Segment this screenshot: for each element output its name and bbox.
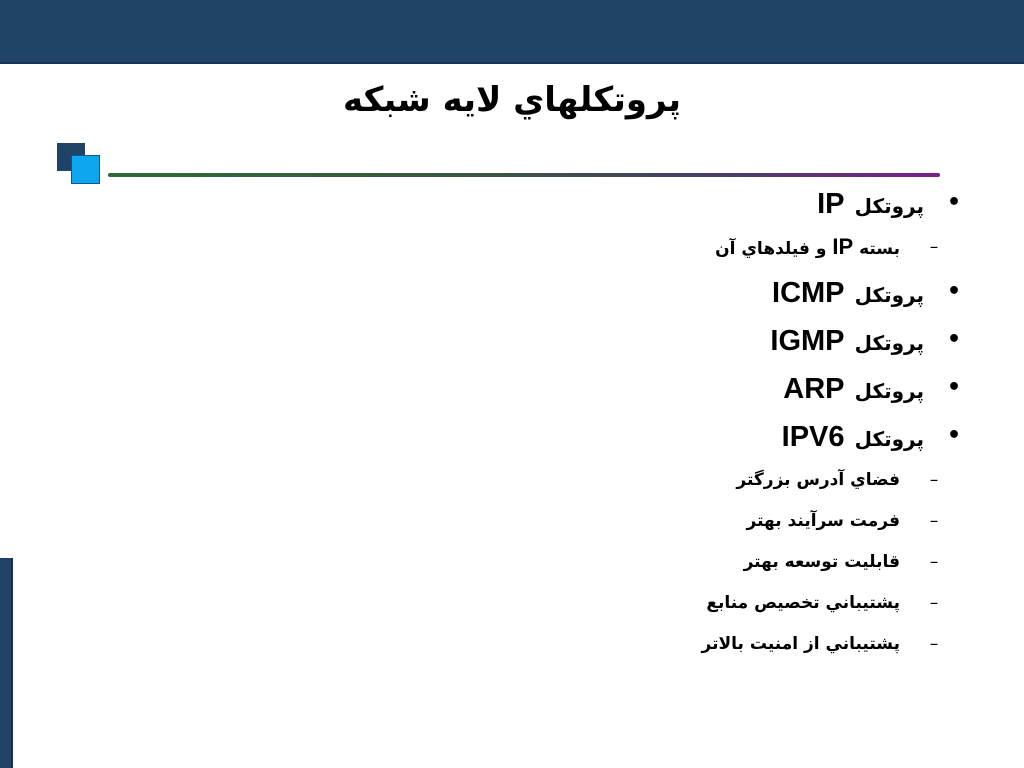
sub-item-header-format: [264, 504, 964, 545]
sub-item-text: قابليت توسعه بهتر: [743, 552, 900, 572]
item-label: پروتکل: [854, 283, 924, 307]
item-label: پروتکل: [854, 331, 924, 355]
bullet-icon: •: [946, 279, 962, 304]
dash-icon: –: [929, 237, 939, 257]
sub-item-text: فضاي آدرس بزرگتر: [736, 470, 900, 490]
sub-item-address-space: [264, 463, 964, 504]
title-divider-line: [108, 173, 940, 177]
decorative-square-light: [71, 155, 100, 184]
protocol-name: ICMP: [772, 277, 845, 309]
sub-item-security: [264, 627, 964, 668]
bullet-list: [264, 182, 964, 668]
list-item-ip: [264, 182, 964, 230]
protocol-name: IGMP: [770, 325, 845, 357]
protocol-name: IPV6: [781, 421, 845, 453]
dash-icon: –: [929, 511, 939, 531]
sub-item-extensibility: [264, 545, 964, 586]
item-label: پروتکل: [854, 194, 924, 218]
sub-item-post: و فيلدهاي آن: [715, 239, 827, 259]
sub-item-resource-allocation: [264, 586, 964, 627]
dash-icon: –: [929, 593, 939, 613]
protocol-name: IP: [817, 188, 845, 220]
list-item-arp: [264, 367, 964, 415]
bullet-icon: •: [946, 423, 962, 448]
bullet-icon: •: [946, 190, 962, 215]
slide-title: پروتکلهاي لايه شبکه: [343, 80, 681, 120]
bullet-icon: •: [946, 375, 962, 400]
sub-item-text: فرمت سرآيند بهتر: [746, 511, 900, 531]
sub-item-text: پشتيباني از امنيت بالاتر: [701, 634, 900, 654]
protocol-name: ARP: [783, 373, 845, 405]
dash-icon: –: [929, 552, 939, 572]
list-item-igmp: [264, 319, 964, 367]
sub-item-ip-packet: [264, 230, 964, 271]
sub-item-pre: بسته: [859, 239, 900, 259]
bullet-icon: •: [946, 327, 962, 352]
item-label: پروتکل: [854, 379, 924, 403]
list-item-icmp: [264, 271, 964, 319]
dash-icon: –: [929, 634, 939, 654]
list-item-ipv6: [264, 415, 964, 463]
protocol-name: IP: [832, 234, 854, 259]
dash-icon: –: [929, 470, 939, 490]
item-label: پروتکل: [854, 427, 924, 451]
sub-item-text: پشتيباني تخصيص منابع: [706, 593, 900, 613]
left-accent-bar: [0, 558, 13, 768]
top-header-bar: [0, 0, 1024, 64]
